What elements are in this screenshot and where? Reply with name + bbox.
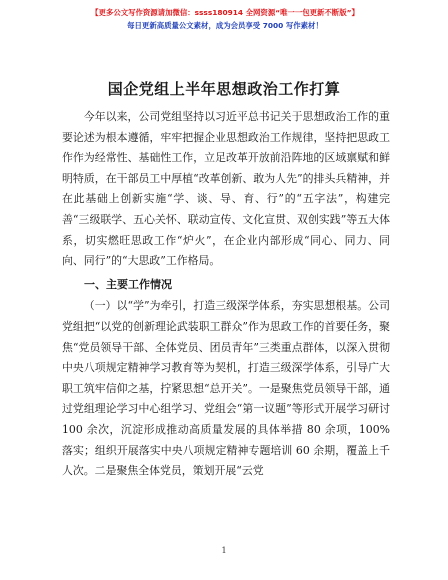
section-paragraph: （一）以“学”为牵引，打造三级深学体系，夯实思想根基。公司党组把“以党的创新理论武装职工群众”作为思政工作的首要任务，聚焦“党员领导干部、全体党员、团员青年”三类重点群体，以深入贯彻中央八项规定精神学习教育等为契机，打造三级深学体系，引导广大职工筑牢信仰之基，拧紧思想“总开关”。一是聚焦党员领导干部，通过党组理论学习中心组学习、党组会“第一议题”等形式开展学习研讨 100 余次，沉淀形成推动高质量发展的具体举措 80 余项，100% 落实；组织开展落实中央八项规定精神专题培训 60 余期，覆盖上千人次。二是聚焦全体党员，策划开展“云党 [62, 299, 390, 478]
page-number: 1 [221, 546, 227, 555]
banner-line-2: 每日更新高质量公文素材，成为会员享受 7000 写作素材！ [127, 21, 323, 30]
banner-line-1: 【更多公文写作资源请加微信：ssss180914 全网资源“唯一一包更新不断版”】 [91, 8, 359, 17]
document-title: 国企党组上半年思想政治工作打算 [107, 80, 341, 98]
intro-paragraph: 今年以来，公司党组坚持以习近平总书记关于思想政治工作的重要论述为根本遵循，牢牢把握企业思想政治工作规律，坚持把思政工作作为经常性、基础性工作，立足改革开放前沿阵地的区域禀赋和鲜明特质，在干部员工中厚植“改革创新、敢为人先”的排头兵精神，并在此基础上创新实施“学、谈、导、育、行”的“五字法”，构建完善“三级联学、五心关怀、联动宣传、文化宣贯、双创实践”等五大体系，切实燃旺思政工作“炉火”，在企业内部形成“同心、同力、同向、同行”的“大思政”工作格局。 [62, 110, 390, 268]
document-body [62, 107, 390, 482]
promo-banner [90, 6, 360, 34]
section-heading: 一、主要工作情况 [84, 277, 172, 291]
